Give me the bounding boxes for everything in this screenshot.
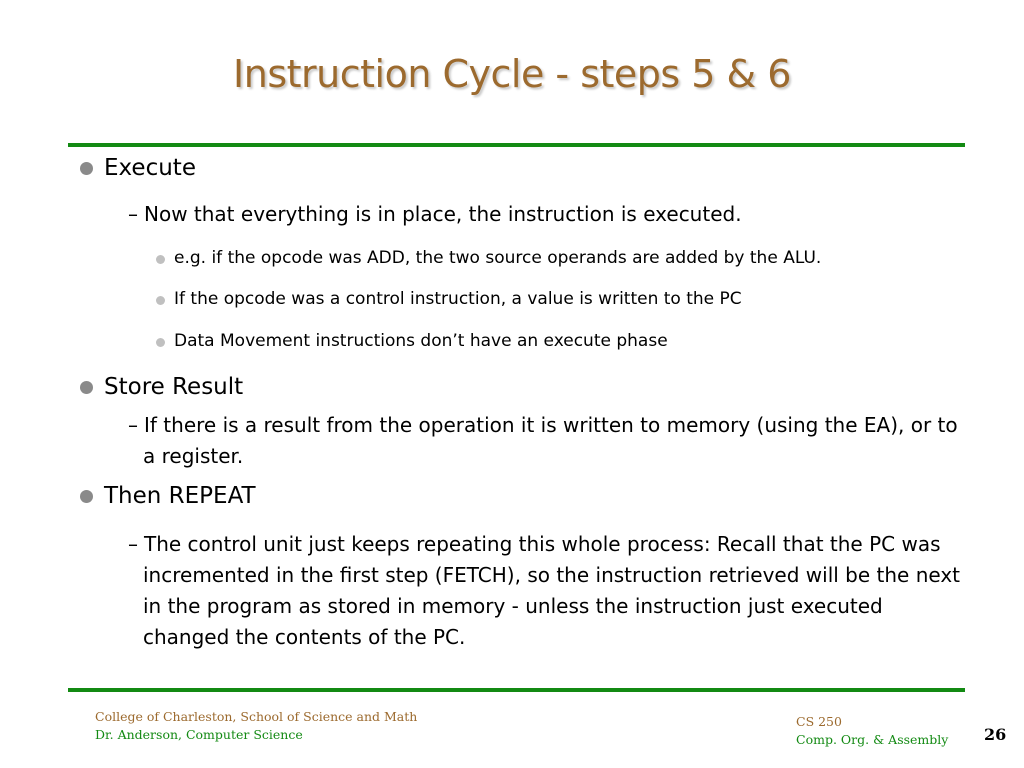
heading-execute: Execute	[104, 155, 196, 181]
execute-subpoint	[128, 199, 742, 230]
footer-course: CS 250	[796, 714, 842, 729]
execute-point-2: If the opcode was a control instruction, a value is written to the PC	[174, 289, 742, 309]
page-number: 26	[984, 725, 1007, 744]
execute-subpoint-text: Now that everything is in place, the instruction is executed.	[144, 202, 742, 226]
footer-right	[796, 713, 948, 749]
footer-course-name: Comp. Org. & Assembly	[796, 732, 949, 747]
repeat-subpoint-text: The control unit just keeps repeating this whole process: Recall that the PC was incremented in the first step (FETCH), so the instruction retrieved will be the next in the program as stored in memory - unless the instruction just executed changed the contents of the PC.	[143, 532, 961, 649]
bullet-dot	[80, 381, 93, 394]
bullet-dot	[80, 162, 93, 175]
heading-store-result: Store Result	[104, 374, 244, 400]
repeat-subpoint	[128, 529, 963, 653]
bullet-dot	[80, 490, 93, 503]
execute-point-1: e.g. if the opcode was ADD, the two source operands are added by the ALU.	[174, 248, 822, 268]
store-subpoint-text: If there is a result from the operation it is written to memory (using the EA), or to a register.	[143, 413, 958, 468]
heading-repeat: Then REPEAT	[104, 483, 256, 509]
footer-institution: College of Charleston, School of Science and Math	[95, 709, 418, 724]
footer-left	[95, 708, 417, 744]
footer-author: Dr. Anderson, Computer Science	[95, 727, 303, 742]
bullet-dot-small	[156, 296, 165, 305]
top-divider	[68, 143, 965, 147]
dash-marker: –	[128, 532, 138, 556]
store-subpoint	[128, 410, 963, 472]
execute-point-3: Data Movement instructions don’t have an execute phase	[174, 331, 668, 351]
bullet-dot-small	[156, 338, 165, 347]
dash-marker: –	[128, 413, 138, 437]
slide-title: Instruction Cycle - steps 5 & 6	[233, 52, 791, 96]
dash-marker: –	[128, 202, 138, 226]
bottom-divider	[68, 688, 965, 692]
bullet-dot-small	[156, 255, 165, 264]
